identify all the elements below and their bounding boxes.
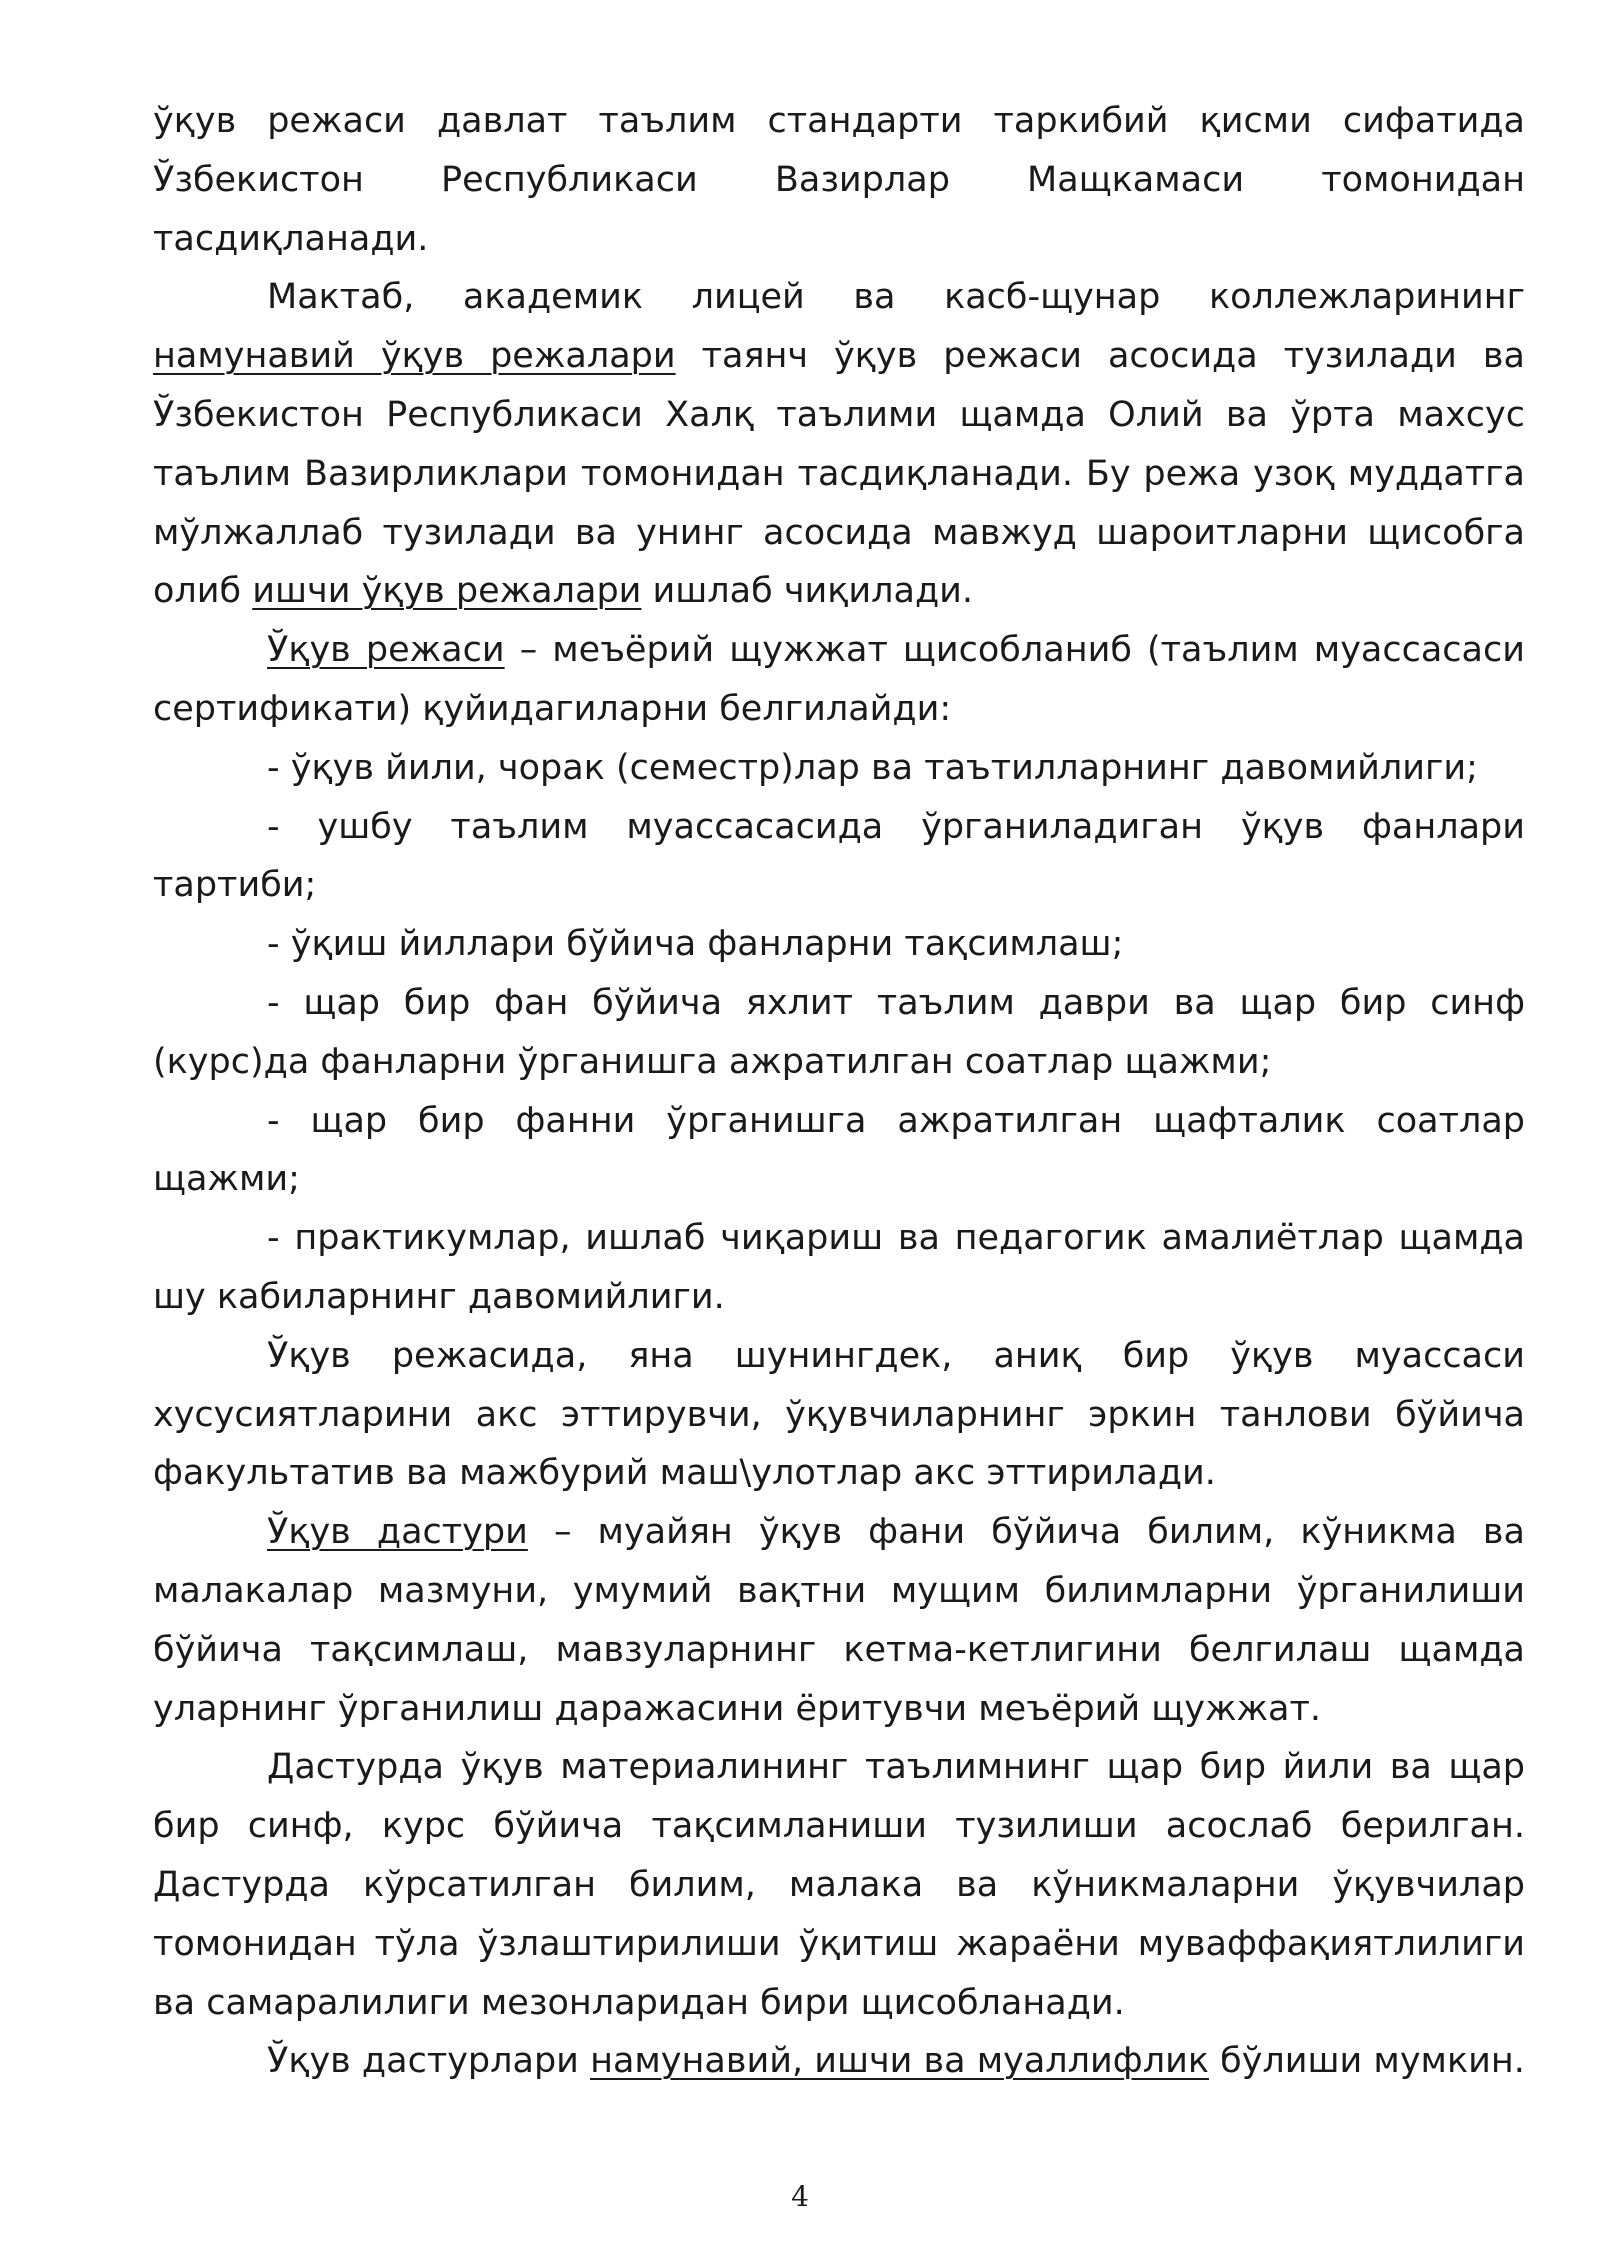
term-syllabus: Ўқув дастури [267,1512,528,1553]
paragraph-7 [153,2032,1525,2091]
paragraph-2-text-start: Мактаб, академик лицей ва касб-щунар коллежларининг [267,277,1525,318]
paragraph-3 [153,621,1525,739]
term-model-curricula: намунавий ўқув режалари [153,336,676,377]
list-item: - щар бир фан бўйича яхлит таълим даври ва щар бир синф (курс)да фанларни ўрганишга ажратилган соатлар щажми; [153,982,1525,1082]
paragraph-3-text: – меъёрий щужжат щисобланиб (таълим муассасаси сертификати) қуйидагиларни белгилайди: [153,630,1525,729]
paragraph-2 [153,268,1525,621]
list-item: - ушбу таълим муассасасида ўрганиладиган ўқув фанлари тартиби; [153,806,1525,906]
paragraph-4: Ўқув режасида, яна шунингдек, аниқ бир ўқув муассаси хусусиятларини акс эттирувчи, ўқувчиларнинг эркин танлови бўйича факультатив ва мажбурий маш\улотлар акс эттирилади. [153,1335,1525,1494]
term-syllabus-types: намунавий, ишчи ва муаллифлик [590,2041,1209,2082]
paragraph-5-text: – муайян ўқув фани бўйича билим, кўникма ва малакалар мазмуни, умумий вақтни мущим билимларни ўрганилиши бўйича тақсимлаш, мавзуларнинг кетма-кетлигини белгилаш щамда уларнинг ўрганилиш даражасини ёритувчи меъёрий щужжат. [153,1512,1525,1729]
list-item: - щар бир фанни ўрганишга ажратилган щафталик соатлар щажми; [153,1100,1525,1200]
list-item: - практикумлар, ишлаб чиқариш ва педагогик амалиётлар щамда шу кабиларнинг давомийлиги. [153,1218,1525,1317]
list-item: - ўқиш йиллари бўйича фанларни тақсимлаш; [267,924,1124,965]
document-page [153,92,1525,2091]
page-number: 4 [791,2180,809,2213]
paragraph-2-text-middle: таянч ўқув режаси асосида тузилади ва Ўзбекистон Республикаси Халқ таълими щамда Олий ва ўрта махсус таълим Вазирликлари томонидан тасдиқланади. Бу режа узоқ муддатга мўлжаллаб тузилади ва унинг асосида мавжуд шароитларни щисобга олиб [153,336,1526,612]
term-curriculum: Ўқув режаси [267,630,505,671]
paragraph-7-text-start: Ўқув дастурлари [267,2041,591,2082]
paragraph-2-text-end: ишлаб чиқилади. [641,571,974,612]
list-item: - ўқув йили, чорак (семестр)лар ва таътилларнинг давомийлиги; [267,747,1478,788]
term-working-curricula: ишчи ўқув режалари [252,571,642,612]
paragraph-1: ўқув режаси давлат таълим стандарти таркибий қисми сифатида Ўзбекистон Республикаси Вазирлар Мащкамаси томонидан тасдиқланади. [153,101,1525,259]
paragraph-6: Дастурда ўқув материалининг таълимнинг щар бир йили ва щар бир синф, курс бўйича тақсимланиши тузилиши асослаб берилган. Дастурда кўрсатилган билим, малака ва кўникмаларни ўқувчилар томонидан тўла ўзлаштирилиши ўқитиш жараёни муваффақиятлилиги ва самаралилиги мезонларидан бири щисобланади. [153,1747,1525,2023]
paragraph-5 [153,1503,1525,1738]
paragraph-7-text-end: бўлиши мумкин. [1208,2041,1525,2082]
